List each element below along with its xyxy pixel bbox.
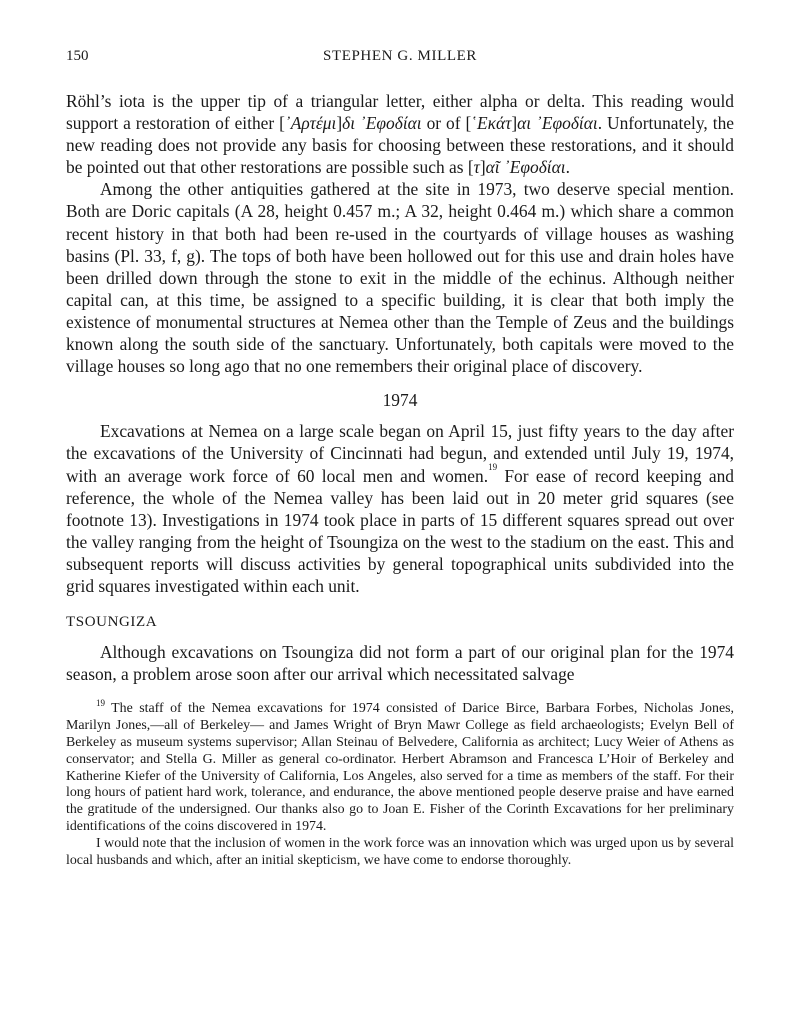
greek-text: αῖ ᾿Εφοδίαι <box>485 157 566 178</box>
greek-text: ῾Εκάτ <box>471 113 512 134</box>
footnote-reference[interactable]: 19 <box>488 461 498 472</box>
running-header <box>66 48 734 74</box>
paragraph-excavations-1974 <box>66 420 734 597</box>
page-number: 150 <box>66 48 89 64</box>
text-run: Excavations at Nemea on a large scale began on April 15, just fifty years to the day after the excavations of the University of Cincinnati had begun, and extended until July 19, 1974, with an average work force of 60 local men and women. <box>66 421 734 486</box>
section-heading: TSOUNGIZA <box>66 614 158 631</box>
bracket: ] <box>511 113 518 134</box>
text-run: Röhl’s iota is the upper tip of a triangular letter, either alpha or delta. This reading would support a restoration of either [ <box>66 91 734 134</box>
footnote-19-continuation: I would note that the inclusion of women in the work force was an innovation which was urged upon us by several local husbands and which, after an initial skepticism, we have come to endorse thoroughly. <box>66 835 734 868</box>
greek-text: ᾿Αρτέμι <box>284 113 337 134</box>
text-run: For ease of record keeping and reference, the whole of the Nemea valley has been laid out in 20 meter grid squares (see footnote 13). Investigations in 1974 took place in parts of 15 different squares spread out over the valley ranging from the height of Tsoungiza on the west to the stadium on the east. This and subsequent reports will discuss activities by general topographical units subdivided into the grid squares investigated within each unit. <box>66 465 734 596</box>
greek-text: τ <box>473 157 480 178</box>
bracket: ] <box>336 113 343 134</box>
paragraph-restoration <box>66 90 734 178</box>
body-text <box>66 90 734 685</box>
text-run: or of [ <box>421 113 472 134</box>
paragraph-doric-capitals: Among the other antiquities gathered at the site in 1973, two deserve special mention. Both are Doric capitals (A 28, height 0.457 m.; A 32, height 0.464 m.) which share a common recent history in that both had been re-used in the courtyards of village houses as washing basins (Pl. 33, f, g). The tops of both have been hollowed out for this use and drain holes have been drilled down through the stone to exit in the middle of the echinus. Although neither capital can, at this time, be assigned to a specific building, it is clear that both imply the existence of monumental structures at Nemea other than the Temple of Zeus and the buildings known along the south side of the sanctuary. Unfortunately, both capitals were moved to the village houses so long ago that no one remembers their original place of discovery. <box>66 179 734 377</box>
page <box>66 48 734 869</box>
bracket: ] <box>479 157 486 178</box>
year-heading: 1974 <box>382 390 418 411</box>
footnote-text: The staff of the Nemea excavations for 1974 consisted of Darice Birce, Barbara Forbes, Nicholas Jones, Marilyn Jones,—all of Berkeley— and James Wright of Bryn Mawr College as field archaeologists; Evelyn Bell of Berkeley as museum systems supervisor; Allan Steinau of Belvedere, California as architect; Lucy Weier of Athens as conservator; and Stella G. Miller as general co-ordinator. Herbert Abramson and Francesca L’Hoir of Berkeley and Katherine Kiefer of the University of California, Los Angeles, also served for a time as members of the staff. For their long hours of patient hard work, tolerance, and endurance, the above mentioned people deserve praise and have earned the gratitude of the undersigned. Our thanks also go to Joan E. Fisher of the Corinth Excavations for her preliminary identifications of the coins discovered in 1974. <box>66 701 734 834</box>
greek-text: αι ᾿Εφοδίαι <box>517 113 598 134</box>
text-run: . Unfortunately, the new reading does not provide any basis for choosing between these restorations, and it should be pointed out that other restorations are possible such as [ <box>66 113 734 178</box>
footnote-number: 19 <box>96 698 105 709</box>
text-run: . <box>565 157 570 178</box>
running-head: STEPHEN G. MILLER <box>323 48 477 64</box>
footnote-19 <box>66 698 734 835</box>
footnote-block <box>66 698 734 869</box>
greek-text: δι ᾿Εφοδίαι <box>342 113 422 134</box>
paragraph-tsoungiza: Although excavations on Tsoungiza did not form a part of our original plan for the 1974 season, a problem arose soon after our arrival which necessitated salvage <box>66 642 734 685</box>
